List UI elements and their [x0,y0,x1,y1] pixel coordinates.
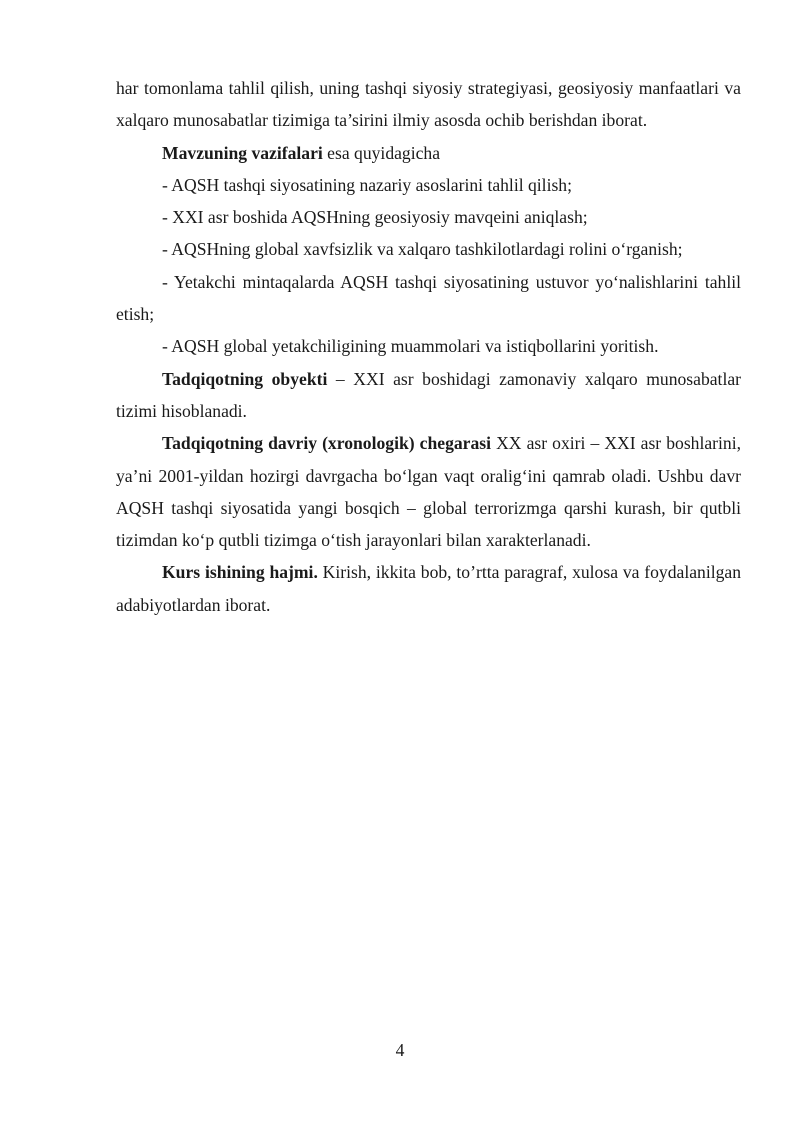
task-item-text: - XXI asr boshida AQSHning geosiyosiy mavqeini aniqlash; [162,207,588,228]
paragraph-tasks-heading [116,137,741,169]
paragraph-research-object [116,363,741,428]
task-item-text: - AQSH global yetakchiligining muammolari va istiqbollarini yoritish. [162,336,659,357]
task-item-2 [116,201,741,233]
paragraph-text: – XXI asr boshidagi zamonaviy xalqaro munosabatlar tizimi hisoblanadi. [116,368,742,421]
paragraph-text: Kirish, ikkita bob, to’rtta paragraf, xulosa va foydalanilgan adabiyotlardan iborat. [116,562,742,615]
task-item-4 [116,266,741,331]
paragraph-work-volume [116,556,741,621]
chronological-scope-label: Tadqiqotning davriy (xronologik) chegarasi [162,433,492,454]
paragraph-chronological-scope [116,427,741,556]
task-item-text: - Yetakchi mintaqalarda AQSH tashqi siyosatining ustuvor yo‘nalishlarini tahlil etish; [116,271,741,325]
page-number: 4 [395,1040,405,1060]
page-body [116,72,741,621]
paragraph-intro-continuation [116,72,741,137]
task-item-1 [116,169,741,201]
task-item-5 [116,330,741,362]
task-item-text: - AQSH tashqi siyosatining nazariy asoslarini tahlil qilish; [162,174,572,195]
task-item-3 [116,233,741,265]
paragraph-text: esa quyidagicha [322,142,441,163]
research-object-label: Tadqiqotning obyekti [162,368,328,389]
tasks-heading-label: Mavzuning vazifalari [162,142,323,163]
paragraph-text: har tomonlama tahlil qilish, uning tashqi siyosiy strategiyasi, geosiyosiy manfaatlari va xalqaro munosabatlar tizimiga ta’sirini ilmiy asosda ochib berishdan iborat. [116,78,741,131]
paragraph-text: XX asr oxiri – XXI asr boshlarini, ya’ni 2001-yildan hozirgi davrgacha bo‘lgan vaqt oralig‘ini qamrab oladi. Ushbu davr AQSH tashqi siyosatida yangi bosqich – global terrorizmga qarshi kurash, bir qutbli tizimdan ko‘p qutbli tizimga o‘tish jarayonlari bilan xarakterlanadi. [116,433,742,551]
task-item-text: - AQSHning global xavfsizlik va xalqaro tashkilotlardagi rolini o‘rganish; [162,239,683,260]
work-volume-label: Kurs ishining hajmi. [162,562,318,583]
